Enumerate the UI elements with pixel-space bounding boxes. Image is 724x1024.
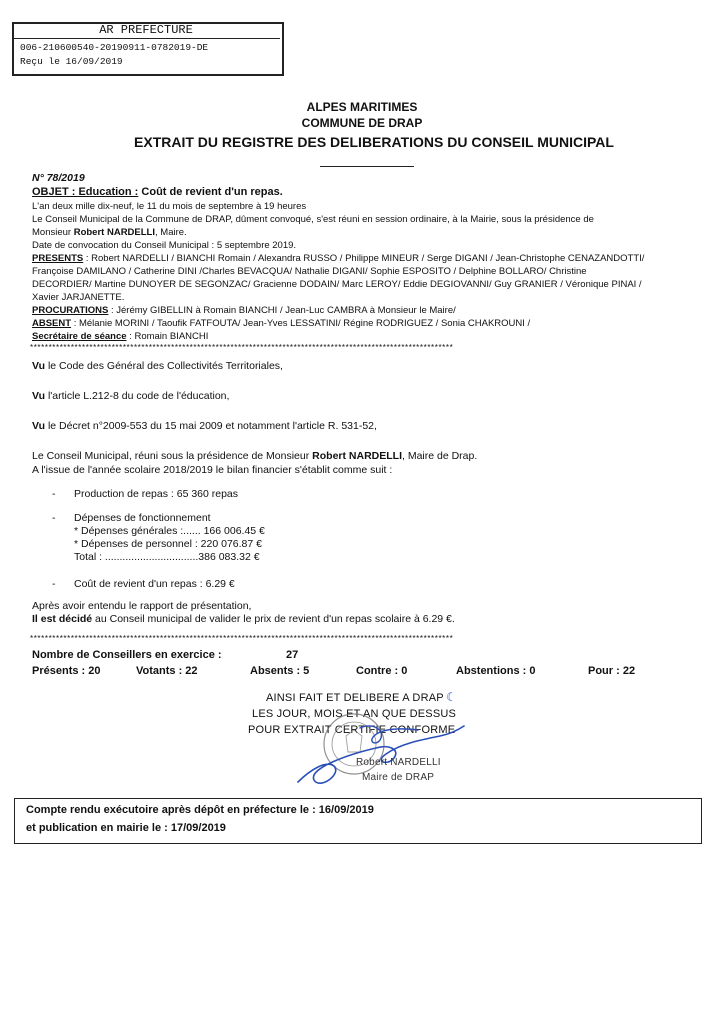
objet-label: OBJET : Education :: [32, 186, 139, 198]
presents-label: PRESENTS: [32, 253, 84, 264]
bullet-dash-3: -: [52, 578, 56, 590]
decision-text: au Conseil municipal de valider le prix de revient d'un repas scolaire à 6.29 €.: [92, 613, 455, 625]
bullet-dash-1: -: [52, 488, 56, 500]
absent-list: : Mélanie MORINI / Taoufik FATFOUTA/ Jean-Yves LESSATINI/ Régine RODRIGUEZ / Sonia CHAKROUNI /: [71, 318, 531, 329]
vote-pour: Pour : 22: [588, 665, 636, 677]
vote-absents: Absents : 5: [250, 665, 310, 677]
presents-line-1: [32, 253, 644, 264]
vu-label-1: Vu: [32, 360, 46, 372]
stamp-received-date: Reçu le 16/09/2019: [20, 56, 123, 67]
depenses-title: Dépenses de fonctionnement: [74, 512, 211, 524]
presents-line-3: DECORDIER/ Martine DUNOYER DE SEGONZAC/ Gracienne DODAIN/ Marc LEROY/ Eddie DEGIOVANNI/ Guy GRANIER / Véronique PINAI /: [32, 279, 642, 290]
signature-line-3: POUR EXTRAIT CERTIFIE CONFORME: [248, 724, 456, 736]
stars-divider-bottom: ******************************************************************************************************************: [30, 634, 454, 643]
vote-presents: Présents : 20: [32, 665, 101, 677]
moon-mark-icon: ☾: [446, 690, 457, 704]
signature-line-1: AINSI FAIT ET DELIBERE A DRAP: [266, 692, 444, 704]
convocation-date: Date de convocation du Conseil Municipal : 5 septembre 2019.: [32, 240, 297, 251]
depenses-generales: * Dépenses générales :...... 166 006.45 €: [74, 525, 265, 537]
stars-divider-top: ******************************************************************************************************************: [30, 343, 454, 352]
mayor-signature-title: Maire de DRAP: [362, 772, 435, 783]
objet-text: Coût de revient d'un repas.: [138, 186, 283, 198]
procurations-label: PROCURATIONS: [32, 305, 109, 316]
stamp-reference: 006-210600540-20190911-0782019-DE: [20, 42, 209, 53]
depenses-total: Total : ................................386 083.32 €: [74, 551, 260, 563]
mayor-name: Robert NARDELLI: [73, 227, 155, 238]
presents-line-4: Xavier JARJANETTE.: [32, 292, 125, 303]
department-heading: ALPES MARITIMES: [306, 100, 418, 114]
commune-heading: COMMUNE DE DRAP: [301, 116, 423, 130]
vu-education: [32, 390, 229, 402]
decision: [32, 613, 455, 625]
deliberation-objet: [32, 186, 283, 198]
procurations-list: : Jérémy GIBELLIN à Romain BIANCHI / Jean-Luc CAMBRA à Monsieur le Maire/: [108, 305, 456, 316]
intro-presidence-prefix: Monsieur: [32, 227, 74, 238]
header-divider: [320, 166, 414, 167]
vu-decret: [32, 420, 377, 432]
vu-label-3: Vu: [32, 420, 46, 432]
absent-label: ABSENT: [32, 318, 72, 329]
vu-text-2: l'article L.212-8 du code de l'éducation,: [45, 390, 230, 402]
bilan-intro: A l'issue de l'année scolaire 2018/2019 le bilan financier s'établit comme suit :: [32, 464, 393, 476]
register-heading: EXTRAIT DU REGISTRE DES DELIBERATIONS DU CONSEIL MUNICIPAL: [134, 134, 614, 150]
conseil-presidence: [32, 450, 477, 462]
vote-abstentions: Abstentions : 0: [456, 665, 536, 677]
cout-revient: Coût de revient d'un repas : 6.29 €: [74, 578, 235, 590]
intro-date: L'an deux mille dix-neuf, le 11 du mois de septembre à 19 heures: [32, 201, 307, 212]
intro-presidence: [32, 227, 187, 238]
secretaire-line: [32, 331, 208, 342]
presents-line-2: Françoise DAMILANO / Catherine DINI /Charles BEVACQUA/ Nathalie DIGANI/ Sophie ESPOSITO / Delphine BOLLARO/ Christine: [32, 266, 587, 277]
conseil-prefix: Le Conseil Municipal, réuni sous la présidence de Monsieur: [32, 450, 313, 462]
vu-label-2: Vu: [32, 390, 46, 402]
footer-publication: et publication en mairie le : 17/09/2019: [26, 822, 226, 834]
vote-votants: Votants : 22: [136, 665, 198, 677]
rapport-presentation: Après avoir entendu le rapport de présentation,: [32, 600, 252, 612]
intro-presidence-suffix: , Maire.: [155, 227, 187, 238]
secretaire-name: : Romain BIANCHI: [126, 331, 209, 342]
vote-contre: Contre : 0: [356, 665, 408, 677]
stamp-title: AR PREFECTURE: [12, 22, 280, 39]
conseillers-label: Nombre de Conseillers en exercice :: [32, 649, 222, 661]
absent-line: [32, 318, 530, 329]
vu-text-1: le Code des Général des Collectivités Territoriales,: [45, 360, 283, 372]
bullet-dash-2: -: [52, 512, 56, 524]
procurations-line: [32, 305, 456, 316]
production-repas: Production de repas : 65 360 repas: [74, 488, 239, 500]
signature-line-2: LES JOUR, MOIS ET AN QUE DESSUS: [252, 708, 457, 720]
deliberation-number: N° 78/2019: [32, 172, 85, 184]
depenses-personnel: * Dépenses de personnel : 220 076.87 €: [74, 538, 262, 550]
vu-text-3: le Décret n°2009-553 du 15 mai 2009 et notamment l'article R. 531-52,: [45, 420, 377, 432]
intro-session: Le Conseil Municipal de la Commune de DRAP, dûment convoqué, s'est réuni en session ordinaire, à la Mairie, sous la présidence de: [32, 214, 594, 225]
mayor-signature-name: Robert NARDELLI: [356, 757, 441, 768]
conseil-suffix: , Maire de Drap.: [402, 450, 478, 462]
vu-cgct: [32, 360, 283, 372]
footer-executoire: Compte rendu exécutoire après dépôt en préfecture le : 16/09/2019: [26, 804, 374, 816]
conseil-mayor-name: Robert NARDELLI: [312, 450, 402, 462]
conseillers-value: 27: [286, 649, 299, 661]
presents-list-1: : Robert NARDELLI / BIANCHI Romain / Alexandra RUSSO / Philippe MINEUR / Serge DIGANI / Jean-Christophe CENAZANDOTTI/: [83, 253, 645, 264]
secretaire-label: Secrétaire de séance: [32, 331, 127, 342]
decision-label: Il est décidé: [32, 613, 93, 625]
